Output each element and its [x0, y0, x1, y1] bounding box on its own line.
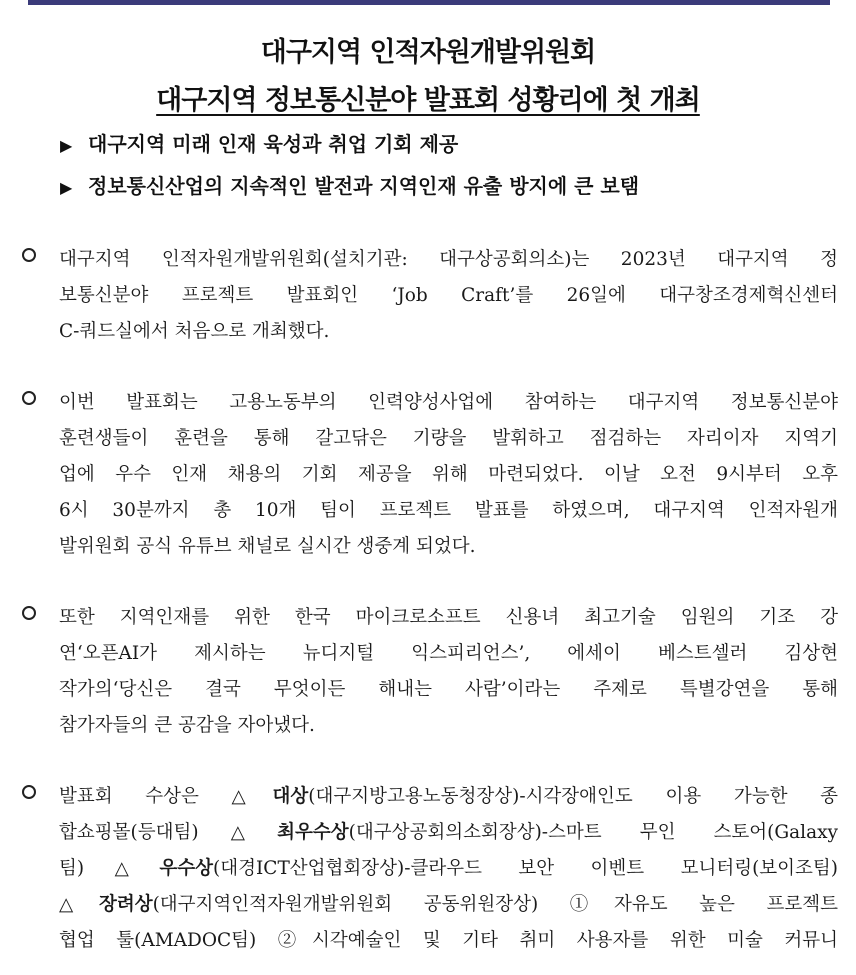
paragraph-line: 연‘오픈AI가 제시하는 뉴디지털 익스피리언스’, 에세이 베스트셀러 김상현 [59, 643, 838, 664]
line-text: 합쇼핑몰(등대팀)△ [59, 822, 278, 843]
paragraph-line: 대구지역 인적자원개발위원회(설치기관: 대구상공회의소)는 2023년 대구지역 정 [59, 249, 838, 270]
award-merit: 우수상 [159, 858, 214, 879]
triangle-bullet-icon: ▶ [60, 136, 73, 155]
line-text: 발표회 수상은 △ [59, 786, 273, 807]
line-text: △ [59, 894, 99, 915]
circle-bullet-icon [22, 248, 36, 262]
award-grand-prize: 대상 [272, 786, 309, 807]
paragraph-line: C-쿼드실에서 처음으로 개최했다. [59, 321, 330, 342]
summary-bullet-2 [60, 170, 639, 199]
summary-bullet-text: 대구지역 미래 인재 육성과 취업 기회 제공 [88, 132, 459, 156]
award-encouragement: 장려상 [98, 894, 153, 915]
line-text: (대구지방고용노동청장상)-시각장애인도 이용 가능한 종 [308, 786, 838, 807]
paragraph-line: 작가의‘당신은 결국 무엇이든 해내는 사람’이라는 주제로 특별강연을 통해 [59, 679, 838, 700]
paragraph-4 [22, 779, 838, 959]
paragraph-3 [22, 600, 838, 744]
award-excellence: 최우수상 [277, 822, 349, 843]
subtitle-text: 대구지역 정보통신분야 발표회 성황리에 첫 개최 [156, 85, 700, 116]
paragraph-1 [22, 242, 838, 350]
paragraph-line: 참가자들의 큰 공감을 자아냈다. [59, 715, 315, 736]
paragraph-line: 훈련생들이 훈련을 통해 갈고닦은 기량을 발휘하고 점검하는 자리이자 지역기 [59, 428, 838, 449]
paragraph-line: 이번 발표회는 고용노동부의 인력양성사업에 참여하는 대구지역 정보통신분야 [59, 392, 838, 413]
top-border-bar [28, 0, 830, 5]
circle-bullet-icon [22, 606, 36, 620]
paragraph-line: 협업 툴(AMADOC팀) ②시각예술인 및 기타 취미 사용자를 위한 미술 커뮤니 [59, 930, 838, 951]
line-text: (대구상공회의소회장상)-스마트 무인 스토어(Galaxy [348, 822, 839, 843]
summary-bullet-text: 정보통신산업의 지속적인 발전과 지역인재 유출 방지에 큰 보탬 [88, 174, 640, 198]
summary-bullet-1 [60, 128, 458, 157]
triangle-bullet-icon: ▶ [60, 178, 73, 197]
paragraph-line: 발위원회 공식 유튜브 채널로 실시간 생중계 되었다. [59, 536, 476, 557]
paragraph-line [59, 887, 838, 923]
line-text: (대구지역인적자원개발위원회 공동위원장상) ①자유도 높은 프로젝트 [152, 894, 838, 915]
paragraph-line: 6시 30분까지 총 10개 팀이 프로젝트 발표를 하였으며, 대구지역 인적자원개 [59, 500, 838, 521]
line-text: 팀)△ [59, 858, 160, 879]
paragraph-line [59, 779, 838, 815]
paragraph-line: 보통신분야 프로젝트 발표회인 ‘Job Craft’를 26일에 대구창조경제혁신센터 [59, 285, 838, 306]
circle-bullet-icon [22, 785, 36, 799]
paragraph-line [59, 815, 838, 851]
line-text: (대경ICT산업협회장상)-클라우드 보안 이벤트 모니터링(보이조팀) [213, 858, 838, 879]
page-subtitle [0, 78, 856, 117]
paragraph-line: 또한 지역인재를 위한 한국 마이크로소프트 신용녀 최고기술 임원의 기조 강 [59, 607, 838, 628]
circle-bullet-icon [22, 391, 36, 405]
page-title: 대구지역 인적자원개발위원회 [260, 37, 596, 68]
paragraph-2 [22, 385, 838, 565]
paragraph-line [59, 851, 838, 887]
paragraph-line: 업에 우수 인재 채용의 기회 제공을 위해 마련되었다. 이날 오전 9시부터 오후 [59, 464, 838, 485]
